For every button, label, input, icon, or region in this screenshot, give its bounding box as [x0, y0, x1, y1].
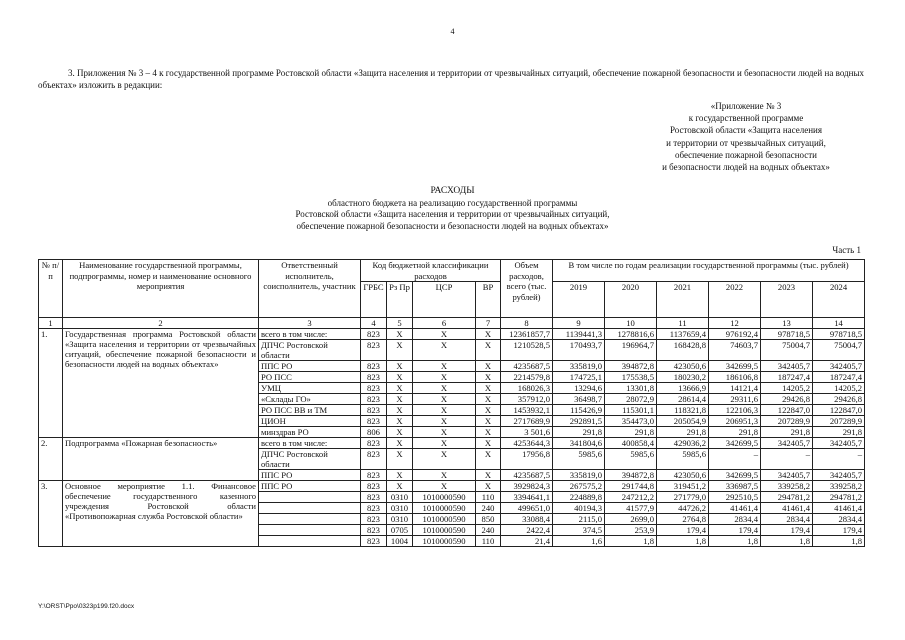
row-year-value: 5985,6 — [605, 449, 657, 470]
header-code-group: Код бюджетной классификации расходов — [361, 260, 501, 282]
column-number: 11 — [657, 318, 709, 329]
row-responsible: ДПЧС Ростовской области — [259, 340, 361, 361]
row-grbs: 823 — [361, 449, 387, 470]
row-year-value: 207289,9 — [761, 416, 813, 427]
heading-title: РАСХОДЫ — [430, 186, 475, 196]
row-rzpr: Х — [387, 438, 413, 449]
row-year-value: 342699,5 — [709, 361, 761, 372]
row-vr: Х — [476, 383, 501, 394]
header-year: 2021 — [657, 282, 709, 318]
row-total: 499651,0 — [501, 503, 553, 514]
row-year-value: 291,8 — [709, 427, 761, 438]
row-year-value: 374,5 — [553, 525, 605, 536]
row-year-value: 2834,4 — [709, 514, 761, 525]
row-responsible: ППС РО — [259, 470, 361, 481]
row-grbs: 823 — [361, 514, 387, 525]
row-year-value: 342699,5 — [709, 438, 761, 449]
row-year-value: 429036,2 — [657, 438, 709, 449]
row-responsible: РО ПСС ВВ и ТМ — [259, 405, 361, 416]
appendix-block — [631, 100, 861, 173]
row-grbs: 823 — [361, 481, 387, 492]
row-vr: 240 — [476, 525, 501, 536]
row-year-value: 115426,9 — [553, 405, 605, 416]
row-year-value: 174725,1 — [553, 372, 605, 383]
row-year-value: 29426,8 — [813, 394, 865, 405]
row-total: 4235687,5 — [501, 470, 553, 481]
row-responsible: ЦИОН — [259, 416, 361, 427]
table-row — [39, 481, 865, 492]
row-year-value: 41577,9 — [605, 503, 657, 514]
row-name: Основное мероприятие 1.1. Финансовое обеспечение государственного казенного учреждения Ростовской области «Противопожарная служба Ростовской области» — [63, 481, 259, 547]
row-grbs: 823 — [361, 536, 387, 547]
header-rzpr: Рз Пр — [387, 282, 413, 318]
row-grbs: 806 — [361, 427, 387, 438]
row-year-value: 1,8 — [657, 536, 709, 547]
row-total: 33088,4 — [501, 514, 553, 525]
row-total: 3394641,1 — [501, 492, 553, 503]
row-total: 17956,8 — [501, 449, 553, 470]
row-year-value: 74603,7 — [709, 340, 761, 361]
row-total: 4253644,3 — [501, 438, 553, 449]
heading-line-2: Ростовской области «Защита населения и территории от чрезвычайных ситуаций, — [295, 209, 610, 219]
row-year-value: 179,4 — [657, 525, 709, 536]
row-year-value: 291744,8 — [605, 481, 657, 492]
row-year-value: 1139441,3 — [553, 329, 605, 340]
row-rzpr: Х — [387, 449, 413, 470]
row-total: 357912,0 — [501, 394, 553, 405]
row-year-value: 339258,2 — [813, 481, 865, 492]
row-year-value: 342405,7 — [761, 438, 813, 449]
row-responsible — [259, 514, 361, 525]
row-grbs: 823 — [361, 503, 387, 514]
row-year-value: 44726,2 — [657, 503, 709, 514]
row-year-value: – — [709, 449, 761, 470]
row-total: 168026,3 — [501, 383, 553, 394]
row-csr: 1010000590 — [413, 503, 476, 514]
header-responsible: Ответственный исполнитель, соисполнитель, участник — [259, 260, 361, 318]
row-year-value: 342405,7 — [761, 361, 813, 372]
row-csr: Х — [413, 481, 476, 492]
row-csr: Х — [413, 438, 476, 449]
row-vr: Х — [476, 405, 501, 416]
appendix-line: и территории от чрезвычайных ситуаций, — [666, 137, 826, 148]
row-year-value: 339258,2 — [761, 481, 813, 492]
row-year-value: 1,8 — [709, 536, 761, 547]
row-vr: Х — [476, 470, 501, 481]
column-number: 9 — [553, 318, 605, 329]
file-path-footer: Y:\ORST\Ppo\0323p199.f20.docx — [38, 603, 135, 610]
row-year-value: 2834,4 — [761, 514, 813, 525]
row-year-value: 291,8 — [553, 427, 605, 438]
row-number: 3. — [39, 481, 63, 547]
row-year-value: 400858,4 — [605, 438, 657, 449]
row-responsible — [259, 525, 361, 536]
row-year-value: 14205,2 — [761, 383, 813, 394]
row-vr: Х — [476, 394, 501, 405]
row-year-value: 186106,8 — [709, 372, 761, 383]
column-number: 1 — [39, 318, 63, 329]
row-year-value: 179,4 — [813, 525, 865, 536]
row-year-value: 271779,0 — [657, 492, 709, 503]
row-total: 21,4 — [501, 536, 553, 547]
column-number: 6 — [413, 318, 476, 329]
row-year-value: 187247,4 — [761, 372, 813, 383]
appendix-line: и безопасности людей на водных объектах» — [662, 162, 830, 173]
row-year-value: 342405,7 — [813, 438, 865, 449]
row-rzpr: Х — [387, 481, 413, 492]
row-csr: 1010000590 — [413, 536, 476, 547]
row-year-value: 976192,4 — [709, 329, 761, 340]
row-year-value: 335819,0 — [553, 361, 605, 372]
row-responsible: ДПЧС Ростовской области — [259, 449, 361, 470]
row-year-value: 1278816,6 — [605, 329, 657, 340]
row-year-value: 28614,4 — [657, 394, 709, 405]
row-total: 2214579,8 — [501, 372, 553, 383]
row-year-value: 267575,2 — [553, 481, 605, 492]
row-vr: 240 — [476, 503, 501, 514]
row-year-value: 29426,8 — [761, 394, 813, 405]
row-responsible: ППС РО — [259, 481, 361, 492]
row-csr: Х — [413, 405, 476, 416]
row-csr: 1010000590 — [413, 525, 476, 536]
row-year-value: 13294,6 — [553, 383, 605, 394]
row-year-value: 175538,5 — [605, 372, 657, 383]
row-vr: Х — [476, 427, 501, 438]
row-year-value: 292891,5 — [553, 416, 605, 427]
row-rzpr: Х — [387, 427, 413, 438]
column-number: 2 — [63, 318, 259, 329]
row-year-value: 291,8 — [657, 427, 709, 438]
row-name: Государственная программа Ростовской области «Защита населения и территории от чрезвычайных ситуаций, обеспечение пожарной безопасности и безопасности людей на водных объектах» — [63, 329, 259, 438]
row-year-value: 1,8 — [605, 536, 657, 547]
row-grbs: 823 — [361, 372, 387, 383]
row-year-value: 118321,8 — [657, 405, 709, 416]
row-year-value: 292510,5 — [709, 492, 761, 503]
row-year-value: 423050,6 — [657, 470, 709, 481]
row-year-value: 2699,0 — [605, 514, 657, 525]
row-year-value: 41461,4 — [813, 503, 865, 514]
row-vr: Х — [476, 481, 501, 492]
header-num: № п/п — [39, 260, 63, 318]
row-total: 1210528,5 — [501, 340, 553, 361]
row-year-value: 205054,9 — [657, 416, 709, 427]
table-row — [39, 329, 865, 340]
row-year-value: 207289,9 — [813, 416, 865, 427]
row-vr: 110 — [476, 536, 501, 547]
row-total: 3 501,6 — [501, 427, 553, 438]
row-year-value: 206951,3 — [709, 416, 761, 427]
row-year-value: 978718,5 — [813, 329, 865, 340]
row-csr: 1010000590 — [413, 514, 476, 525]
row-year-value: 342405,7 — [761, 470, 813, 481]
row-year-value: 75004,7 — [761, 340, 813, 361]
row-vr: Х — [476, 449, 501, 470]
row-vr: Х — [476, 361, 501, 372]
row-rzpr: Х — [387, 470, 413, 481]
column-number: 5 — [387, 318, 413, 329]
row-responsible: минздрав РО — [259, 427, 361, 438]
appendix-line: к государственной программе — [688, 113, 804, 124]
row-year-value: 2834,4 — [813, 514, 865, 525]
row-responsible — [259, 536, 361, 547]
row-rzpr: Х — [387, 361, 413, 372]
row-vr: Х — [476, 438, 501, 449]
row-year-value: 13666,9 — [657, 383, 709, 394]
row-responsible: всего в том числе: — [259, 438, 361, 449]
row-vr: Х — [476, 340, 501, 361]
row-year-value: 196964,7 — [605, 340, 657, 361]
row-responsible — [259, 492, 361, 503]
row-grbs: 823 — [361, 405, 387, 416]
row-year-value: 394872,8 — [605, 470, 657, 481]
row-responsible: УМЦ — [259, 383, 361, 394]
row-rzpr: Х — [387, 394, 413, 405]
row-year-value: 423050,6 — [657, 361, 709, 372]
row-year-value: 14205,2 — [813, 383, 865, 394]
row-rzpr: 0310 — [387, 514, 413, 525]
heading-line-1: областного бюджета на реализацию государственной программы — [327, 197, 578, 208]
row-total: 3929824,3 — [501, 481, 553, 492]
row-year-value: 170493,7 — [553, 340, 605, 361]
row-year-value: – — [813, 449, 865, 470]
row-year-value: 1,8 — [761, 536, 813, 547]
appendix-line: Ростовской области «Защита населения — [669, 125, 823, 136]
header-vr: ВР — [476, 282, 501, 318]
row-year-value: 1,6 — [553, 536, 605, 547]
row-year-value: 354473,0 — [605, 416, 657, 427]
row-rzpr: Х — [387, 372, 413, 383]
part-label: Часть 1 — [832, 245, 861, 255]
row-year-value: 342699,5 — [709, 470, 761, 481]
row-year-value: 13301,8 — [605, 383, 657, 394]
row-year-value: 294781,2 — [761, 492, 813, 503]
header-year: 2019 — [553, 282, 605, 318]
header-name: Наименование государственной программы, подпрограммы, номер и наименование основного мероприятия — [63, 260, 259, 318]
row-grbs: 823 — [361, 394, 387, 405]
row-csr: Х — [413, 416, 476, 427]
row-rzpr: 0310 — [387, 503, 413, 514]
row-year-value: 341804,6 — [553, 438, 605, 449]
row-grbs: 823 — [361, 525, 387, 536]
row-year-value: – — [761, 449, 813, 470]
row-year-value: 179,4 — [761, 525, 813, 536]
row-year-value: 5985,6 — [657, 449, 709, 470]
heading-line-3: обеспечение пожарной безопасности и безопасности людей на водных объектах» — [296, 220, 609, 231]
row-grbs: 823 — [361, 340, 387, 361]
row-csr: Х — [413, 470, 476, 481]
column-number: 8 — [501, 318, 553, 329]
row-csr: 1010000590 — [413, 492, 476, 503]
row-rzpr: Х — [387, 340, 413, 361]
row-year-value: 187247,4 — [813, 372, 865, 383]
row-year-value: 14121,4 — [709, 383, 761, 394]
row-year-value: 41461,4 — [709, 503, 761, 514]
appendix-line: обеспечение пожарной безопасности — [674, 149, 817, 160]
row-year-value: 180230,2 — [657, 372, 709, 383]
row-csr: Х — [413, 361, 476, 372]
row-responsible: «Склады ГО» — [259, 394, 361, 405]
header-year: 2023 — [761, 282, 813, 318]
row-responsible: ППС РО — [259, 361, 361, 372]
row-csr: Х — [413, 394, 476, 405]
row-number: 1. — [39, 329, 63, 438]
row-grbs: 823 — [361, 416, 387, 427]
header-years-group: В том числе по годам реализации государственной программы (тыс. рублей) — [553, 260, 865, 282]
row-total: 12361857,7 — [501, 329, 553, 340]
row-total: 2422,4 — [501, 525, 553, 536]
row-year-value: 115301,1 — [605, 405, 657, 416]
row-csr: Х — [413, 383, 476, 394]
row-year-value: 336987,5 — [709, 481, 761, 492]
row-grbs: 823 — [361, 438, 387, 449]
row-vr: Х — [476, 416, 501, 427]
row-year-value: 179,4 — [709, 525, 761, 536]
row-grbs: 823 — [361, 383, 387, 394]
row-csr: Х — [413, 340, 476, 361]
table-row — [39, 438, 865, 449]
row-year-value: 41461,4 — [761, 503, 813, 514]
row-csr: Х — [413, 427, 476, 438]
header-volume: Объем расходов, всего (тыс. рублей) — [501, 260, 553, 318]
row-grbs: 823 — [361, 329, 387, 340]
row-vr: Х — [476, 329, 501, 340]
row-year-value: 978718,5 — [761, 329, 813, 340]
row-csr: Х — [413, 449, 476, 470]
row-rzpr: 1004 — [387, 536, 413, 547]
row-year-value: 122847,0 — [813, 405, 865, 416]
column-number: 4 — [361, 318, 387, 329]
row-year-value: 36498,7 — [553, 394, 605, 405]
row-year-value: 5985,6 — [553, 449, 605, 470]
row-year-value: 122847,0 — [761, 405, 813, 416]
row-year-value: 342405,7 — [813, 470, 865, 481]
expenses-table — [38, 259, 865, 547]
row-year-value: 40194,3 — [553, 503, 605, 514]
row-year-value: 342405,7 — [813, 361, 865, 372]
document-heading — [0, 186, 905, 232]
row-year-value: 2115,0 — [553, 514, 605, 525]
row-name: Подпрограмма «Пожарная безопасность» — [63, 438, 259, 481]
column-number: 12 — [709, 318, 761, 329]
header-csr: ЦСР — [413, 282, 476, 318]
row-year-value: 247212,2 — [605, 492, 657, 503]
column-number-row — [39, 318, 865, 329]
row-rzpr: Х — [387, 416, 413, 427]
row-year-value: 75004,7 — [813, 340, 865, 361]
column-number: 10 — [605, 318, 657, 329]
row-year-value: 253,9 — [605, 525, 657, 536]
row-year-value: 1137659,4 — [657, 329, 709, 340]
row-rzpr: 0705 — [387, 525, 413, 536]
row-rzpr: 0310 — [387, 492, 413, 503]
row-year-value: 29311,6 — [709, 394, 761, 405]
row-vr: 850 — [476, 514, 501, 525]
row-year-value: 335819,0 — [553, 470, 605, 481]
row-csr: Х — [413, 372, 476, 383]
header-year: 2020 — [605, 282, 657, 318]
row-year-value: 1,8 — [813, 536, 865, 547]
row-number: 2. — [39, 438, 63, 481]
row-year-value: 28072,9 — [605, 394, 657, 405]
row-rzpr: Х — [387, 383, 413, 394]
page-number: 4 — [450, 27, 455, 36]
row-year-value: 122106,3 — [709, 405, 761, 416]
row-year-value: 2764,8 — [657, 514, 709, 525]
row-year-value: 319451,2 — [657, 481, 709, 492]
row-grbs: 823 — [361, 492, 387, 503]
header-grbs: ГРБС — [361, 282, 387, 318]
row-year-value: 291,8 — [761, 427, 813, 438]
row-grbs: 823 — [361, 470, 387, 481]
row-grbs: 823 — [361, 361, 387, 372]
row-year-value: 394872,8 — [605, 361, 657, 372]
column-number: 14 — [813, 318, 865, 329]
row-total: 4235687,5 — [501, 361, 553, 372]
row-rzpr: Х — [387, 329, 413, 340]
row-responsible — [259, 503, 361, 514]
row-vr: Х — [476, 372, 501, 383]
intro-paragraph: 3. Приложения № 3 – 4 к государственной программе Ростовской области «Защита населения и территории от чрезвычайных ситуаций, обеспечение пожарной безопасности и безопасности людей на водных объектах» изложить в редакции: — [38, 68, 864, 90]
row-total: 2717689,9 — [501, 416, 553, 427]
row-year-value: 291,8 — [605, 427, 657, 438]
row-csr: Х — [413, 329, 476, 340]
header-year: 2022 — [709, 282, 761, 318]
row-responsible: всего в том числе: — [259, 329, 361, 340]
row-year-value: 168428,8 — [657, 340, 709, 361]
column-number: 13 — [761, 318, 813, 329]
row-year-value: 294781,2 — [813, 492, 865, 503]
header-year: 2024 — [813, 282, 865, 318]
row-year-value: 291,8 — [813, 427, 865, 438]
column-number: 7 — [476, 318, 501, 329]
row-rzpr: Х — [387, 405, 413, 416]
row-vr: 110 — [476, 492, 501, 503]
appendix-line: «Приложение № 3 — [710, 101, 782, 111]
row-total: 1453932,1 — [501, 405, 553, 416]
column-number: 3 — [259, 318, 361, 329]
row-year-value: 224889,8 — [553, 492, 605, 503]
row-responsible: РО ПСС — [259, 372, 361, 383]
